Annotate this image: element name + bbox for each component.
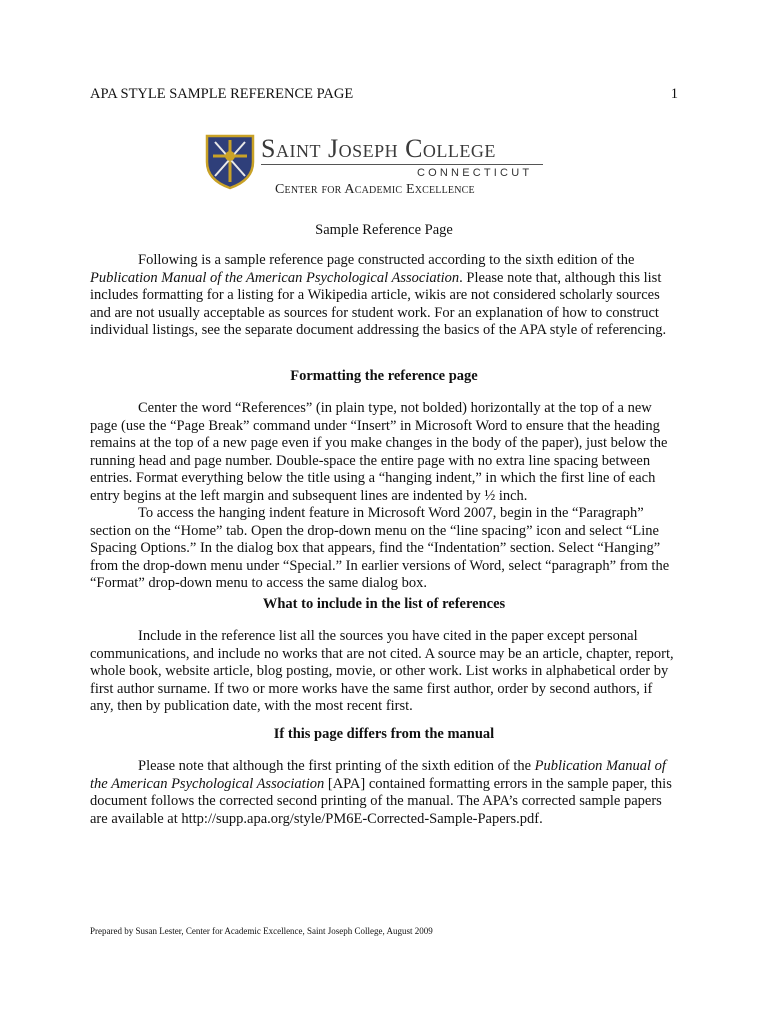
- include-paragraph: Include in the reference list all the sources you have cited in the paper except personal communications, and include no works that are not cited. A source may be an article, chapter, report, whole book, website article, blog posting, movie, or other work. List works in alphabetical order by first author surname. If two or more works have the same first author, order by second authors, if any, then by publication date, with the most recent first.: [90, 628, 674, 714]
- logo-divider: [261, 164, 543, 165]
- college-name: Saint Joseph College: [261, 134, 496, 163]
- differs-paragraph: Please note that although the first printing of the sixth edition of the Publication Manual of the American Psychological Association [APA] contained formatting errors in the sample paper, this document follows the corrected second printing of the manual. The APA’s corrected sample papers are available at http://supp.apa.org/style/PM6E-Corrected-Sample-Papers.pdf.: [90, 758, 672, 827]
- running-head-title: APA STYLE SAMPLE REFERENCE PAGE: [90, 86, 354, 102]
- shield-crest-icon: [205, 132, 255, 190]
- differs-section: [90, 758, 678, 828]
- page-number: 1: [670, 86, 678, 102]
- include-section: [90, 628, 678, 716]
- center-name: Center for Academic Excellence: [275, 182, 475, 197]
- college-state: CONNECTICUT: [417, 167, 533, 179]
- running-head: [90, 86, 678, 108]
- section-heading-include: What to include in the list of references: [262, 596, 506, 612]
- formatting-paragraph-1: Center the word “References” (in plain type, not bolded) horizontally at the top of a new page (use the “Page Break” command under “Insert” in Microsoft Word to ensure that the heading remains at the top of a new page even if you make changes in the body of the paper), just below the running head and page number. Double-space the entire page with no extra line spacing between entries. Format everything below the title using a “hanging indent,” in which the first line of each entry begins at the left margin and subsequent lines are indented by ½ inch.: [90, 400, 668, 504]
- intro-section: [90, 252, 678, 340]
- formatting-section: [90, 400, 678, 593]
- college-logo: [205, 130, 550, 200]
- section-heading-differs: If this page differs from the manual: [273, 726, 495, 742]
- intro-paragraph: Following is a sample reference page constructed according to the sixth edition of the Publication Manual of the American Psychological Association. Please note that, although this list includes formatting for a listing for a Wikipedia article, wikis are not considered scholarly sources and are not usually acceptable as sources for student work. For an explanation of how to construct individual listings, see the separate document addressing the basics of the APA style of referencing.: [90, 252, 667, 338]
- document-title: Sample Reference Page: [315, 222, 453, 238]
- manual-title-italic-2: Publication Manual of the American Psychological Association: [90, 758, 666, 792]
- footer-credit: Prepared by Susan Lester, Center for Academic Excellence, Saint Joseph College, August 2009: [90, 926, 433, 936]
- manual-title-italic: Publication Manual of the American Psychological Association: [90, 269, 460, 286]
- formatting-paragraph-2: To access the hanging indent feature in Microsoft Word 2007, begin in the “Paragraph” section on the “Home” tab. Open the drop-down menu on the “line spacing” icon and select “Line Spacing Options.” In the dialog box that appears, find the “Indentation” section. Select “Hanging” from the drop-down menu under “Special.” In earlier versions of Word, select “paragraph” from the “Format” drop-down menu to access the same dialog box.: [90, 505, 670, 591]
- section-heading-formatting: Formatting the reference page: [290, 368, 478, 384]
